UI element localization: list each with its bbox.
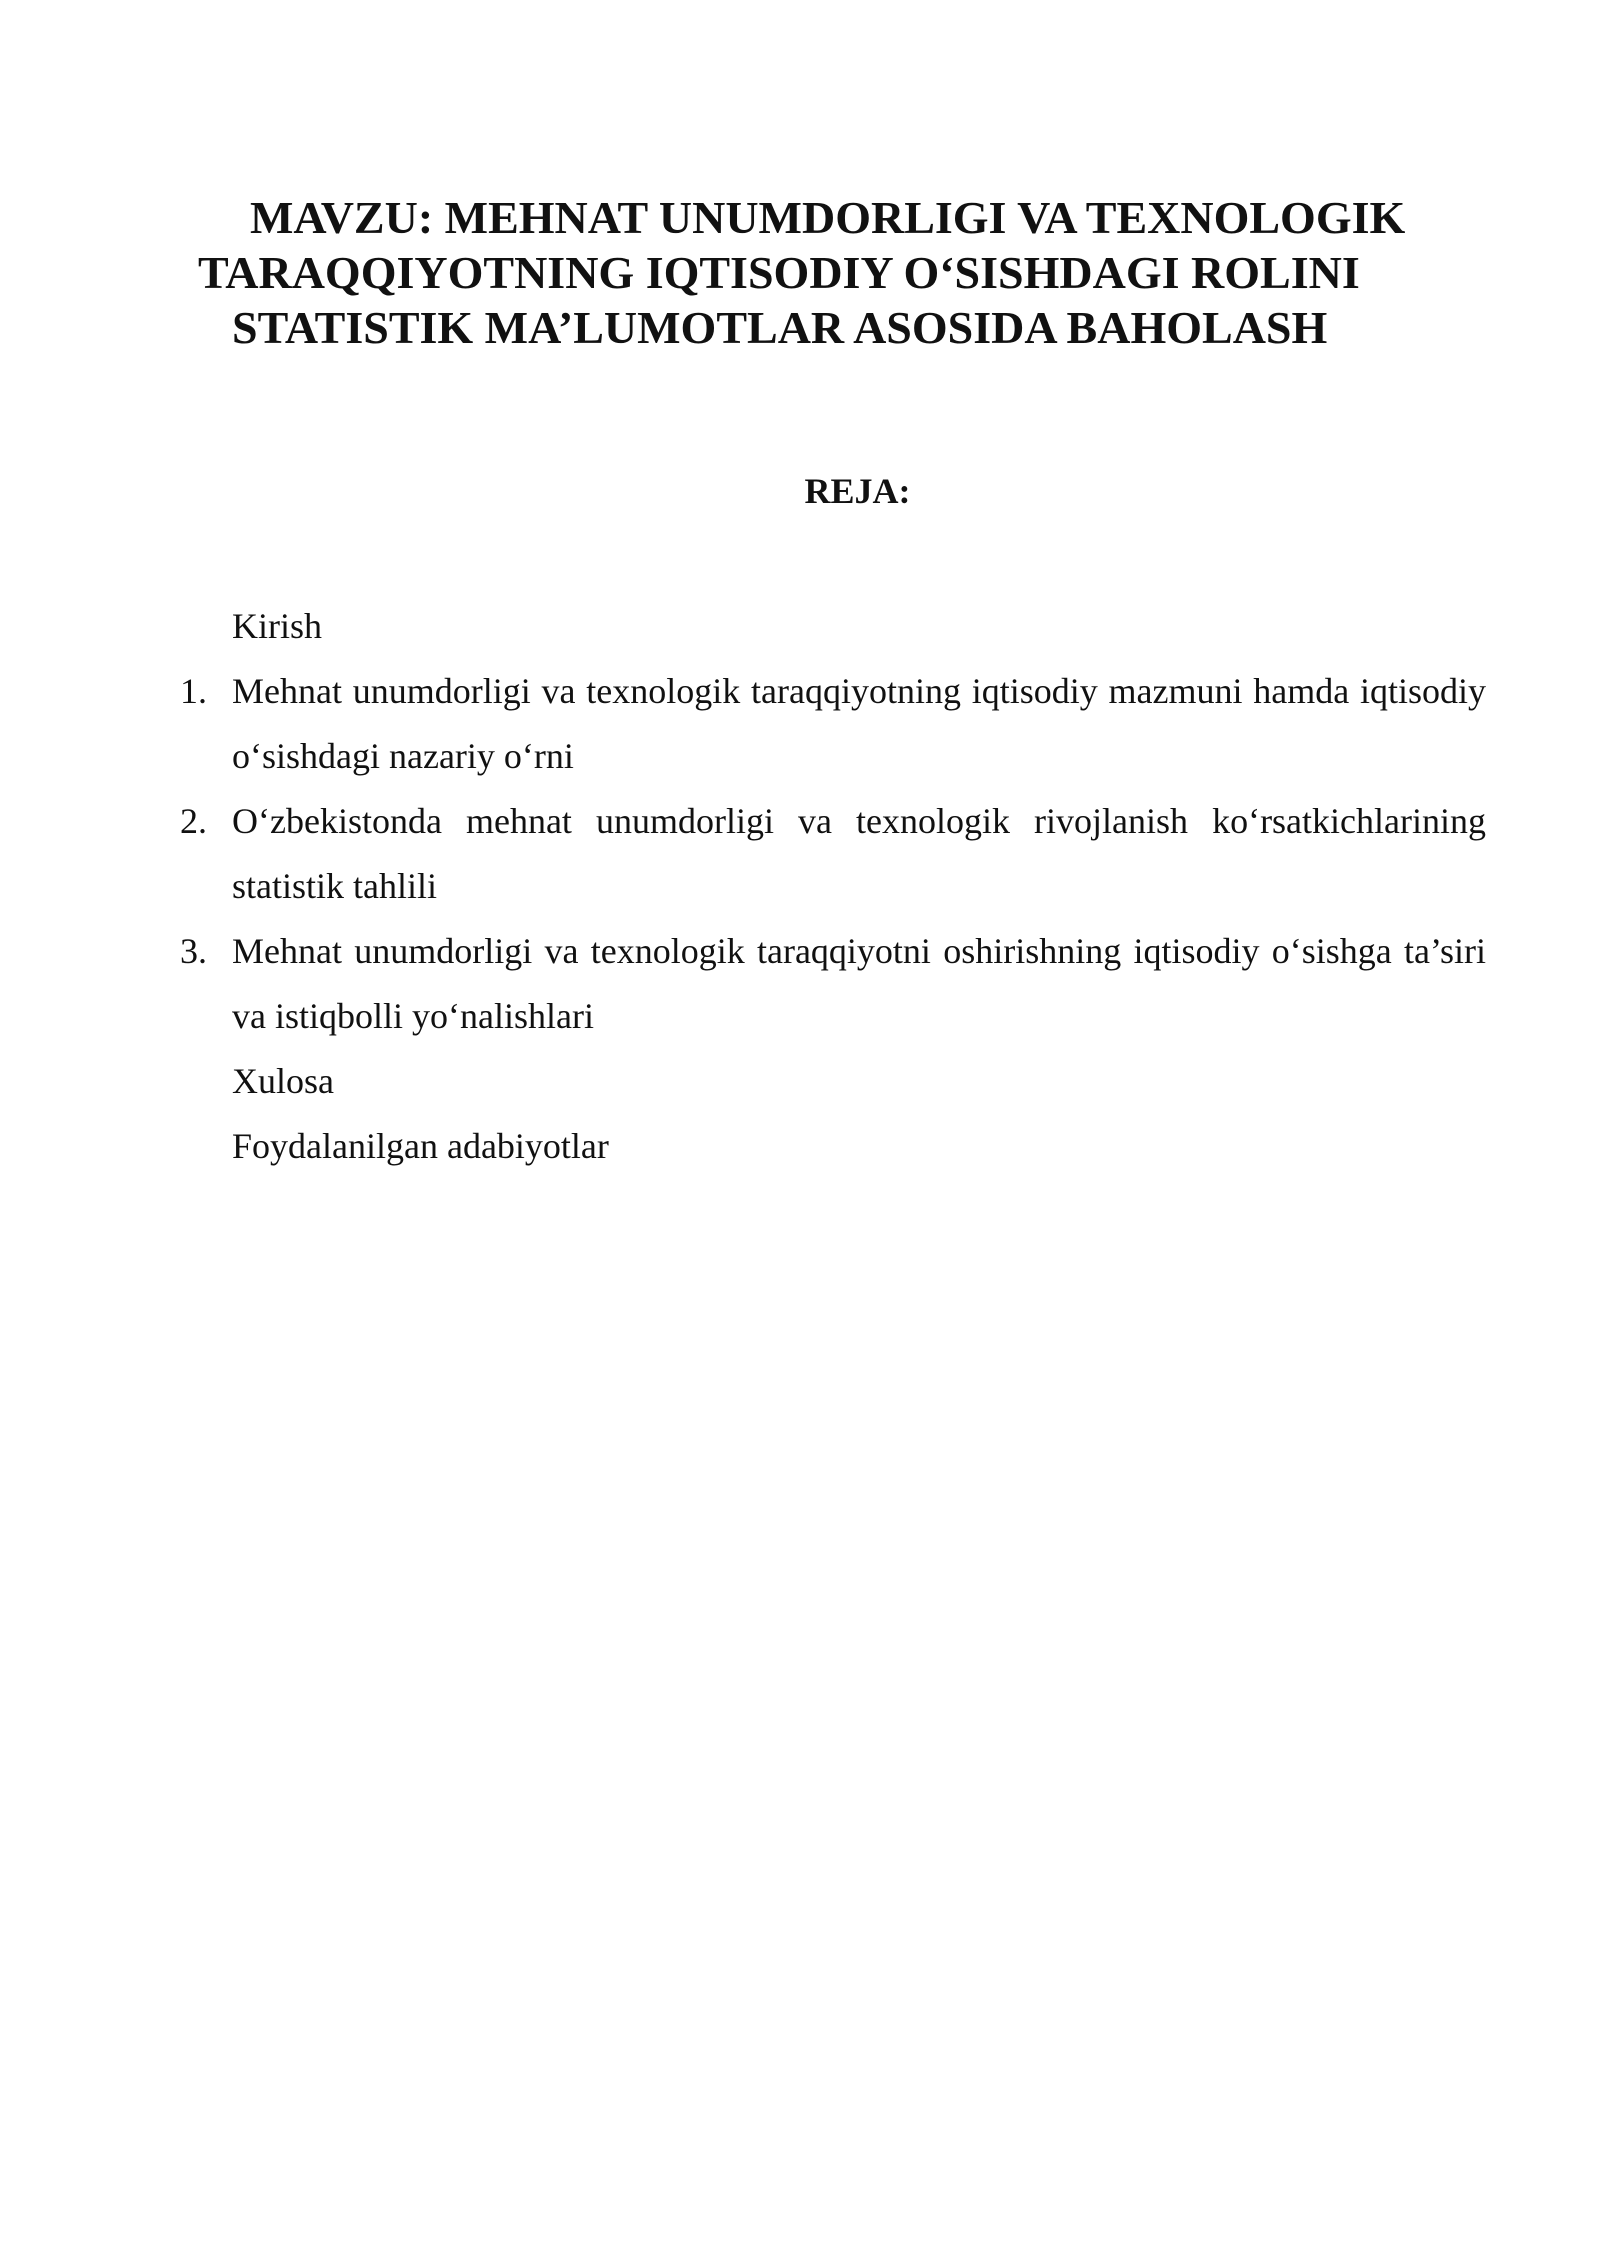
title-line-3: STATISTIK MA’LUMOTLAR ASOSIDA BAHOLASH bbox=[232, 302, 1328, 353]
title-line-1: MAVZU: MEHNAT UNUMDORLIGI VA TEXNOLOGIK bbox=[250, 192, 1406, 243]
plan-item-text: Kirish bbox=[232, 606, 322, 646]
plan-item-text: Mehnat unumdorligi va texnologik taraqqiyotni oshirishning iqtisodiy o‘sishga ta’siri va istiqbolli yo‘nalishlari bbox=[232, 931, 1486, 1036]
plan-list bbox=[180, 594, 1486, 1179]
plan-item-1 bbox=[180, 659, 1486, 789]
plan-item-text: Foydalanilgan adabiyotlar bbox=[232, 1126, 609, 1166]
document-title bbox=[190, 190, 1490, 355]
plan-item-number: 3. bbox=[180, 931, 207, 971]
plan-item-2 bbox=[180, 789, 1486, 919]
plan-item-text: Xulosa bbox=[232, 1061, 334, 1101]
plan-item-introduction bbox=[180, 594, 1486, 659]
plan-item-number: 2. bbox=[180, 801, 207, 841]
plan-item-3 bbox=[180, 919, 1486, 1049]
plan-item-text: O‘zbekistonda mehnat unumdorligi va texnologik rivojlanish ko‘rsatkichlarining statistik tahlili bbox=[232, 801, 1486, 906]
plan-item-conclusion bbox=[180, 1049, 1486, 1114]
plan-item-text: Mehnat unumdorligi va texnologik taraqqiyotning iqtisodiy mazmuni hamda iqtisodiy o‘sishdagi nazariy o‘rni bbox=[232, 671, 1486, 776]
plan-heading: REJA: bbox=[804, 471, 911, 511]
plan-item-references bbox=[180, 1114, 1486, 1179]
title-line-2: TARAQQIYOTNING IQTISODIY O‘SISHDAGI ROLINI bbox=[198, 247, 1360, 298]
plan-item-number: 1. bbox=[180, 671, 207, 711]
